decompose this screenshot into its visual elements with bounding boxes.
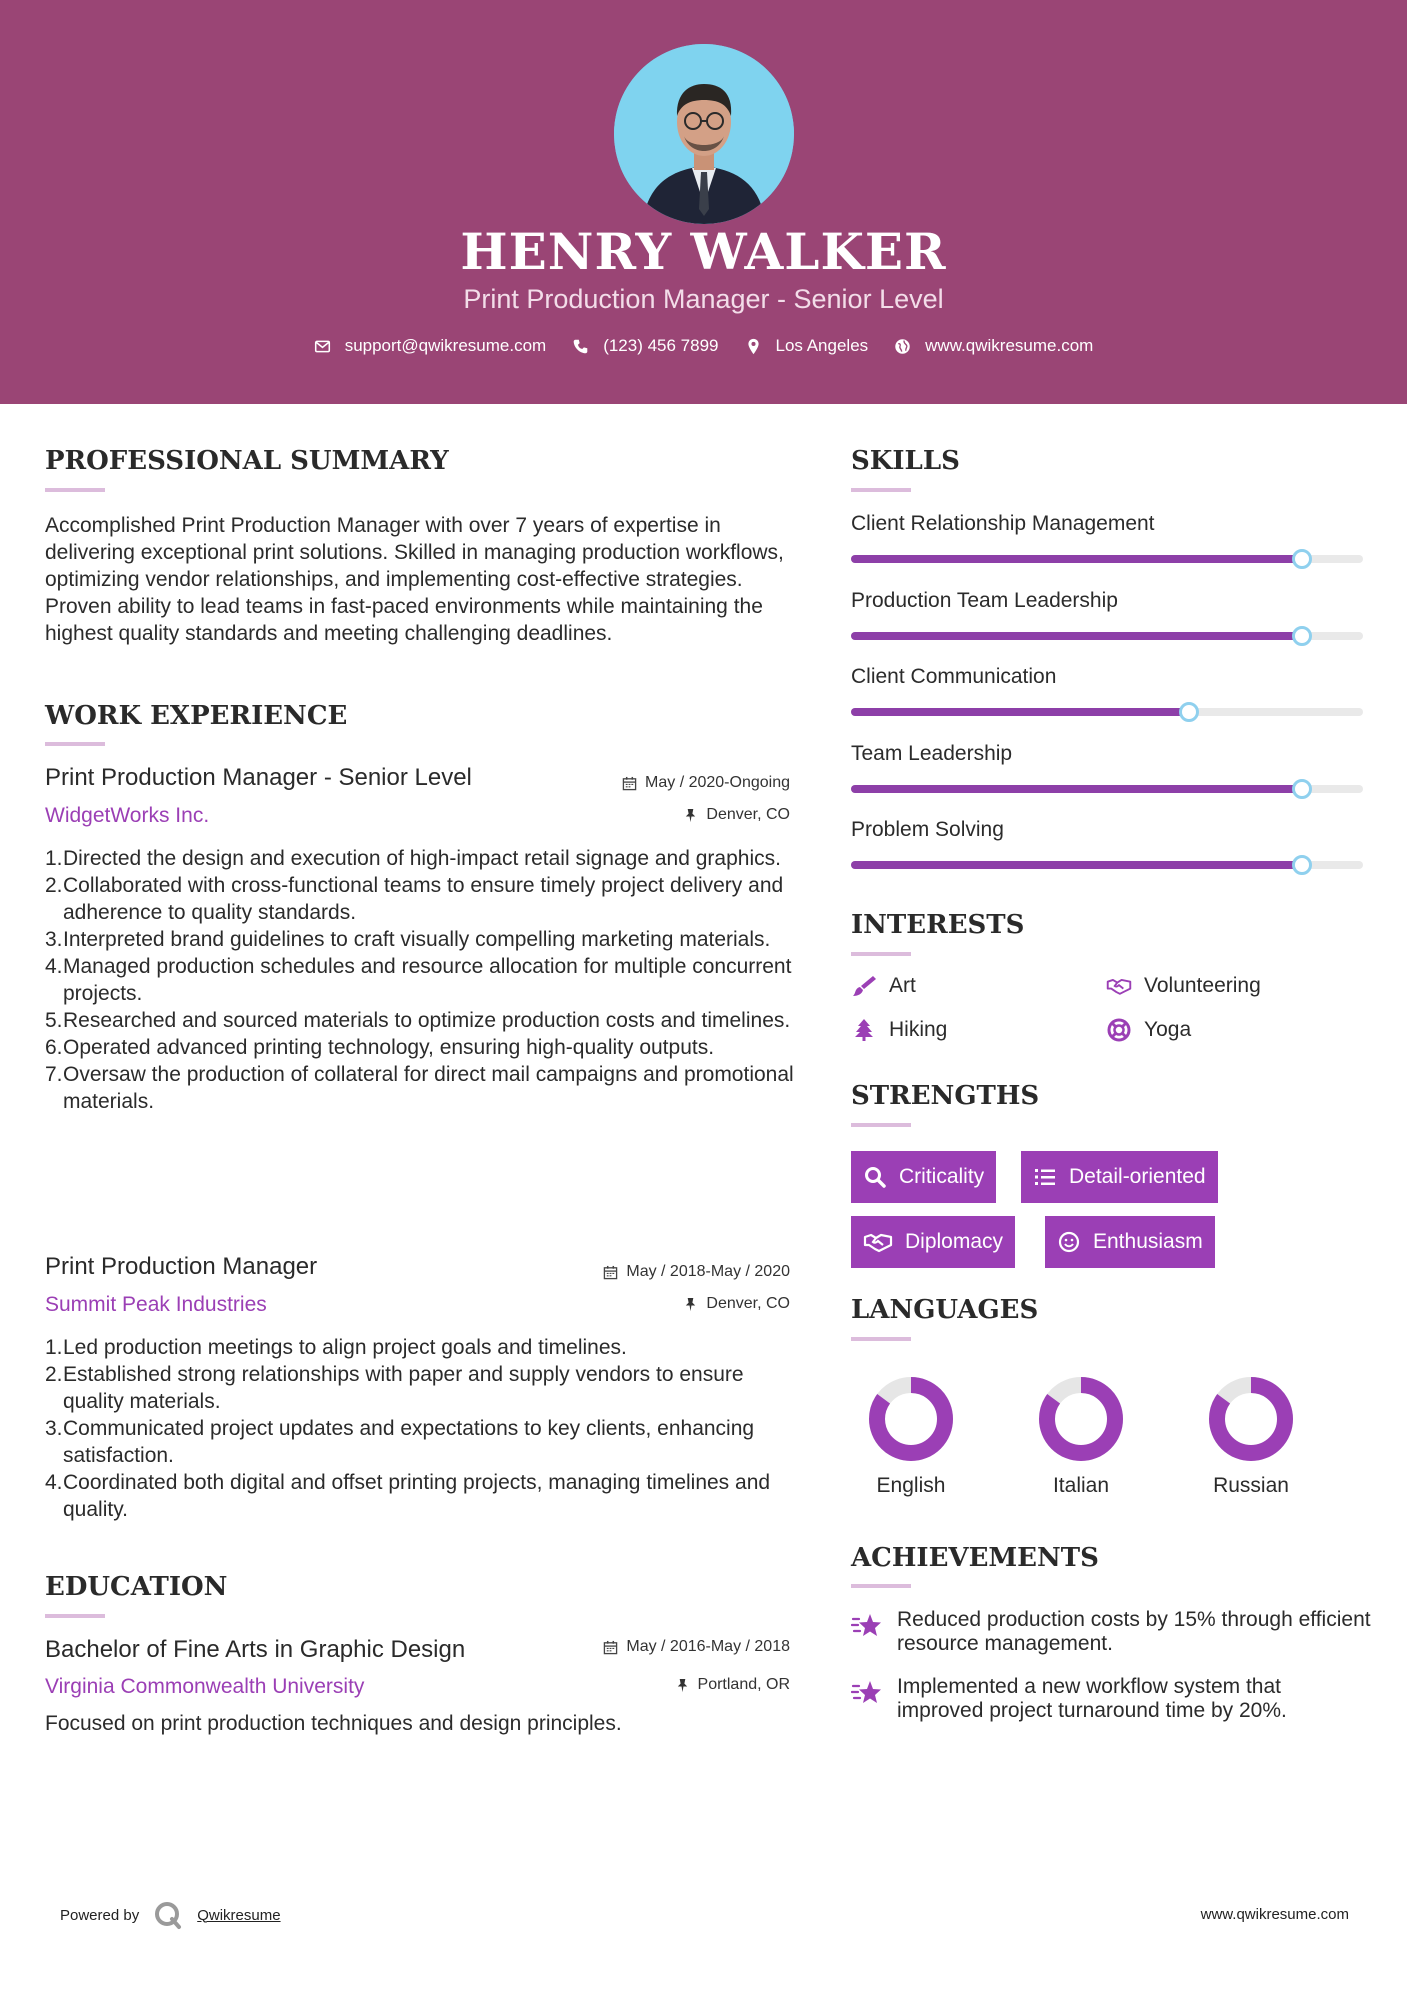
list-item bbox=[45, 953, 795, 1007]
education-dates-text: May / 2016-May / 2018 bbox=[626, 1638, 790, 1655]
interest-label: Volunteering bbox=[1144, 974, 1261, 997]
education-description: Focused on print production techniques and design principles. bbox=[45, 1712, 622, 1735]
strengths-heading: STRENGTHS bbox=[851, 1081, 1040, 1111]
list-text: Communicated project updates and expectations to key clients, enhancing satisfaction. bbox=[63, 1417, 755, 1467]
experience-heading: WORK EXPERIENCE bbox=[45, 701, 348, 731]
interest-label: Hiking bbox=[889, 1018, 948, 1041]
search-icon bbox=[863, 1165, 887, 1189]
list-item bbox=[45, 1061, 795, 1115]
strengths-divider bbox=[851, 1123, 911, 1127]
contact-email[interactable] bbox=[314, 336, 547, 356]
avatar bbox=[614, 44, 794, 224]
strength-label: Criticality bbox=[899, 1165, 985, 1188]
strength-label: Enthusiasm bbox=[1093, 1230, 1203, 1253]
map-pin-icon bbox=[745, 338, 762, 355]
skill-bar-fill bbox=[851, 708, 1189, 716]
languages-heading: LANGUAGES bbox=[851, 1295, 1039, 1325]
list-number: 3. bbox=[45, 1417, 63, 1440]
pushpin-icon bbox=[683, 1297, 698, 1312]
list-item bbox=[45, 1361, 795, 1415]
skill-bar-track bbox=[851, 785, 1363, 793]
tree-icon bbox=[851, 1018, 877, 1042]
list-number: 1. bbox=[45, 847, 63, 870]
strength-chip bbox=[851, 1216, 1015, 1268]
list-number: 5. bbox=[45, 1009, 63, 1032]
skill-bar-fill bbox=[851, 785, 1302, 793]
skills-heading: SKILLS bbox=[851, 446, 960, 476]
education-location bbox=[675, 1676, 790, 1694]
skill-bar-track bbox=[851, 555, 1363, 563]
contact-bar bbox=[0, 336, 1407, 356]
envelope-icon bbox=[314, 338, 331, 355]
list-text: Led production meetings to align project goals and timelines. bbox=[63, 1336, 627, 1359]
skill-label: Problem Solving bbox=[851, 818, 1004, 841]
achievement-text: Implemented a new workflow system that improved project turnaround time by 20%. bbox=[897, 1675, 1287, 1722]
pushpin-icon bbox=[683, 808, 698, 823]
contact-phone[interactable] bbox=[572, 336, 718, 356]
lifebuoy-icon bbox=[1106, 1018, 1132, 1042]
school-name: Virginia Commonwealth University bbox=[45, 1675, 365, 1698]
skill-label: Team Leadership bbox=[851, 741, 1013, 765]
list-text: Collaborated with cross-functional teams to ensure timely project delivery and adherence to quality standards. bbox=[63, 874, 784, 924]
interests-heading: INTERESTS bbox=[851, 910, 1025, 940]
skill-level-knob bbox=[1292, 549, 1312, 569]
languages-divider bbox=[851, 1337, 911, 1341]
footer-url[interactable]: www.qwikresume.com bbox=[1200, 1906, 1349, 1923]
job-title: Print Production Manager - Senior Level bbox=[45, 764, 472, 791]
job-dates bbox=[603, 1263, 790, 1281]
job-location bbox=[683, 1295, 790, 1313]
strength-chip bbox=[1021, 1151, 1218, 1203]
skill-label: Production Team Leadership bbox=[851, 588, 1118, 612]
calendar-icon bbox=[603, 1640, 618, 1655]
job-location bbox=[683, 806, 790, 824]
list-item bbox=[45, 872, 795, 926]
company-name: Summit Peak Industries bbox=[45, 1293, 267, 1316]
skill-label: Client Communication bbox=[851, 665, 1057, 688]
star-icon bbox=[851, 1610, 883, 1642]
contact-website-text: www.qwikresume.com bbox=[925, 336, 1094, 355]
header-banner bbox=[0, 0, 1407, 404]
job-dates bbox=[622, 774, 790, 792]
job-responsibilities bbox=[45, 1334, 795, 1523]
list-item bbox=[45, 1007, 795, 1034]
education-divider bbox=[45, 1614, 105, 1618]
skills-divider bbox=[851, 488, 911, 492]
strength-chip bbox=[1045, 1216, 1215, 1268]
list-text: Coordinated both digital and offset printing projects, managing timelines and quality. bbox=[63, 1471, 771, 1521]
achievement-item bbox=[851, 1675, 1371, 1723]
interests-divider bbox=[851, 952, 911, 956]
candidate-role: Print Production Manager - Senior Level bbox=[463, 284, 944, 314]
language-label: English bbox=[876, 1474, 946, 1497]
pushpin-icon bbox=[675, 1678, 690, 1693]
list-text: Operated advanced printing technology, ensuring high-quality outputs. bbox=[63, 1036, 715, 1059]
smile-icon bbox=[1057, 1230, 1081, 1254]
achievements-heading: ACHIEVEMENTS bbox=[851, 1543, 1099, 1573]
candidate-name: HENRY WALKER bbox=[460, 222, 947, 281]
interest-item bbox=[851, 1018, 947, 1042]
footer-powered-by bbox=[60, 1900, 281, 1930]
degree-title: Bachelor of Fine Arts in Graphic Design bbox=[45, 1636, 466, 1663]
language-item bbox=[1031, 1376, 1131, 1498]
skill-level-knob bbox=[1292, 626, 1312, 646]
summary-divider bbox=[45, 488, 105, 492]
summary-text: Accomplished Print Production Manager with over 7 years of expertise in delivering exceptional print solutions. Skilled in managing production workflows, optimizing vendor relationships, and implementing cost-effective strategies. Proven ability to lead teams in fast-paced environments while maintaining the highest quality standards and meeting challenging deadlines. bbox=[45, 514, 784, 645]
language-proficiency-ring bbox=[868, 1376, 954, 1462]
skill-bar-fill bbox=[851, 861, 1302, 869]
language-label: Italian bbox=[1052, 1474, 1110, 1497]
job-responsibilities bbox=[45, 845, 795, 1115]
skill-label: Client Relationship Management bbox=[851, 512, 1155, 535]
list-item bbox=[45, 926, 795, 953]
strength-chip bbox=[851, 1151, 996, 1203]
skill-bar-track bbox=[851, 708, 1363, 716]
summary-heading: PROFESSIONAL SUMMARY bbox=[45, 446, 449, 476]
brand-link[interactable]: Qwikresume bbox=[197, 1906, 281, 1924]
skill-bar-fill bbox=[851, 555, 1302, 563]
language-item bbox=[861, 1376, 961, 1498]
handshake-icon bbox=[863, 1230, 893, 1254]
job-dates-text: May / 2020-Ongoing bbox=[645, 774, 790, 791]
skill-bar-track bbox=[851, 632, 1363, 640]
qwikresume-logo-icon bbox=[153, 1900, 183, 1930]
skill-bar-track bbox=[851, 861, 1363, 869]
person-photo-icon bbox=[614, 44, 794, 224]
list-text: Managed production schedules and resource allocation for multiple concurrent projects. bbox=[63, 955, 792, 1005]
skill-level-knob bbox=[1292, 855, 1312, 875]
interest-item bbox=[851, 974, 916, 998]
education-dates bbox=[603, 1638, 790, 1656]
list-number: 7. bbox=[45, 1063, 63, 1086]
contact-location-text: Los Angeles bbox=[775, 336, 869, 355]
achievements-divider bbox=[851, 1584, 911, 1588]
skill-level-knob bbox=[1292, 779, 1312, 799]
experience-divider bbox=[45, 742, 105, 746]
achievement-item bbox=[851, 1608, 1371, 1656]
contact-location bbox=[745, 336, 869, 356]
education-heading: EDUCATION bbox=[45, 1572, 228, 1602]
list-item bbox=[45, 1034, 795, 1061]
list-number: 6. bbox=[45, 1036, 63, 1059]
strength-label: Detail-oriented bbox=[1069, 1165, 1206, 1188]
list-number: 2. bbox=[45, 874, 63, 897]
calendar-icon bbox=[603, 1265, 618, 1280]
skill-bar-fill bbox=[851, 632, 1302, 640]
list-text: Established strong relationships with paper and supply vendors to ensure quality materials. bbox=[63, 1363, 744, 1413]
globe-icon bbox=[894, 338, 911, 355]
list-icon bbox=[1033, 1165, 1057, 1189]
interest-item bbox=[1106, 1018, 1191, 1042]
phone-icon bbox=[572, 338, 589, 355]
list-item bbox=[45, 1415, 795, 1469]
list-text: Oversaw the production of collateral for direct mail campaigns and promotional materials. bbox=[63, 1063, 794, 1113]
job-title: Print Production Manager bbox=[45, 1253, 318, 1280]
list-number: 1. bbox=[45, 1336, 63, 1359]
job-location-text: Denver, CO bbox=[706, 1295, 790, 1312]
list-text: Researched and sourced materials to optimize production costs and timelines. bbox=[63, 1009, 791, 1032]
powered-by-text: Powered by bbox=[60, 1906, 140, 1924]
education-location-text: Portland, OR bbox=[697, 1676, 790, 1693]
strength-label: Diplomacy bbox=[905, 1230, 1004, 1253]
skill-level-knob bbox=[1179, 702, 1199, 722]
achievement-text: Reduced production costs by 15% through efficient resource management. bbox=[897, 1608, 1371, 1655]
language-proficiency-ring bbox=[1208, 1376, 1294, 1462]
star-icon bbox=[851, 1677, 883, 1709]
list-number: 4. bbox=[45, 1471, 63, 1494]
contact-phone-text: (123) 456 7899 bbox=[603, 336, 719, 355]
handshake-icon bbox=[1106, 974, 1132, 998]
list-item bbox=[45, 1469, 795, 1523]
company-name: WidgetWorks Inc. bbox=[45, 804, 210, 827]
contact-website[interactable] bbox=[894, 336, 1093, 356]
language-label: Russian bbox=[1213, 1474, 1289, 1497]
interest-item bbox=[1106, 974, 1261, 998]
interest-label: Yoga bbox=[1144, 1018, 1192, 1041]
language-proficiency-ring bbox=[1038, 1376, 1124, 1462]
job-location-text: Denver, CO bbox=[706, 806, 790, 823]
paintbrush-icon bbox=[851, 974, 877, 998]
calendar-icon bbox=[622, 776, 637, 791]
list-text: Directed the design and execution of high-impact retail signage and graphics. bbox=[63, 847, 781, 870]
list-text: Interpreted brand guidelines to craft visually compelling marketing materials. bbox=[63, 928, 771, 951]
list-number: 3. bbox=[45, 928, 63, 951]
list-item bbox=[45, 845, 795, 872]
contact-email-text: support@qwikresume.com bbox=[344, 336, 547, 355]
list-item bbox=[45, 1334, 795, 1361]
job-dates-text: May / 2018-May / 2020 bbox=[626, 1263, 790, 1280]
list-number: 2. bbox=[45, 1363, 63, 1386]
language-item bbox=[1201, 1376, 1301, 1498]
interest-label: Art bbox=[889, 974, 916, 997]
list-number: 4. bbox=[45, 955, 63, 978]
